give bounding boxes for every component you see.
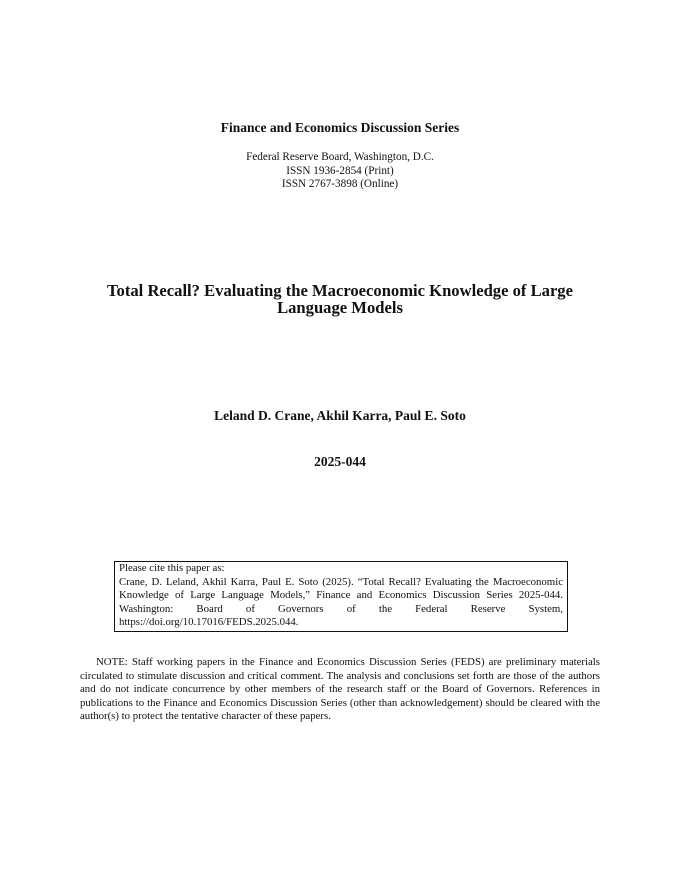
paper-authors: Leland D. Crane, Akhil Karra, Paul E. Soto: [214, 408, 466, 423]
paper-number: 2025-044: [314, 454, 366, 469]
issn-online: ISSN 2767-3898 (Online): [281, 178, 399, 191]
citation-heading: Please cite this paper as:: [119, 562, 225, 574]
citation-box: [114, 561, 568, 632]
publisher-line: Federal Reserve Board, Washington, D.C.: [246, 151, 434, 163]
disclaimer-note: NOTE: Staff working papers in the Finance and Economics Discussion Series (FEDS) are preliminary materials circulated to stimulate discussion and critical comment. The analysis and conclusions set forth are those of the authors and do not indicate concurrence by other members of the research staff or the Board of Governors. References in publications to the Finance and Economics Discussion Series (other than acknowledgement) should be cleared with the author(s) to protect the tentative character of these papers.: [80, 656, 600, 723]
issn-print: ISSN 1936-2854 (Print): [286, 164, 394, 177]
series-title: Finance and Economics Discussion Series: [220, 120, 460, 135]
paper-title: Total Recall? Evaluating the Macroeconomic Knowledge of Large Language Models: [107, 281, 573, 317]
citation-text: Crane, D. Leland, Akhil Karra, Paul E. Soto (2025). “Total Recall? Evaluating the Macroeconomic Knowledge of Large Language Models,” Finance and Economics Discussion Series 2025-044. Washington: Board of Governors of the Federal Reserve System, https://doi.org/10.17016/FEDS.2025.044.: [119, 575, 563, 629]
publisher-info: [0, 151, 680, 192]
